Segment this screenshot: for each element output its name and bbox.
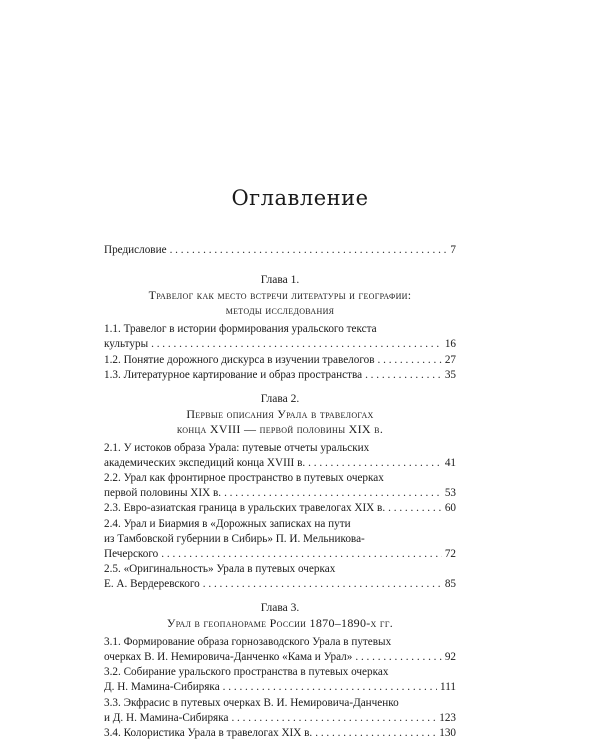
entry-title-line: 2.2. Урал как фронтирное пространство в путевых очерках <box>104 472 384 485</box>
entry-title-text: Е. А. Вердеревского <box>104 577 200 590</box>
dot-leader <box>355 650 441 665</box>
chapter-number: Глава 1. <box>260 274 300 287</box>
toc-entry <box>104 368 456 383</box>
entry-title-text: Д. Н. Мамина-Сибиряка <box>104 681 220 694</box>
chapter-heading <box>104 273 456 318</box>
toc-entry <box>104 665 456 695</box>
toc-entry <box>104 501 456 516</box>
entry-title-text: 1.3. Литературное картирование и образ пространства <box>104 368 363 381</box>
page-number: 111 <box>440 681 456 694</box>
entry-last-line <box>104 547 456 562</box>
entry-title-text: 3.4. Колористика Урала в травелогах XIX в. <box>104 726 313 739</box>
dot-leader <box>231 711 436 726</box>
entry-title-text: 1.2. Понятие дорожного дискурса в изучении травелогов <box>104 353 375 366</box>
page-number: 27 <box>444 353 456 366</box>
chapter-title: конца XVIII — первой половины XIX в. <box>176 421 384 436</box>
table-of-contents <box>104 243 456 741</box>
page-number: 7 <box>450 244 456 256</box>
entry-last-line <box>104 243 456 258</box>
chapter-heading <box>104 392 456 437</box>
toc-entry <box>104 471 456 501</box>
chapter-title: методы исследования <box>225 303 335 318</box>
page-number: 130 <box>439 726 456 739</box>
dot-leader <box>151 337 442 352</box>
entry-title-line: 3.2. Собирание уральского пространства в путевых очерках <box>104 666 389 679</box>
entry-title-line: 2.1. У истоков образа Урала: путевые отчеты уральских <box>104 442 370 455</box>
page-number: 92 <box>444 651 456 664</box>
toc-entry-preface <box>104 243 456 258</box>
chapter-title: Урал в геопанораме России 1870–1890-х гг. <box>166 616 394 631</box>
dot-leader <box>365 368 442 383</box>
spacer <box>104 258 456 264</box>
entry-last-line <box>104 353 456 368</box>
dot-leader <box>378 353 442 368</box>
entry-last-line <box>104 337 456 352</box>
entry-last-line <box>104 577 456 592</box>
entry-title-line: 2.5. «Оригинальность» Урала в путевых очерках <box>104 562 336 575</box>
dot-leader <box>203 577 442 592</box>
entry-title-line: из Тамбовской губернии в Сибирь» П. И. Мельникова- <box>104 532 365 545</box>
page-number: 72 <box>444 547 456 560</box>
toc-entry <box>104 562 456 592</box>
entry-title-line: 1.1. Травелог в истории формирования уральского текста <box>104 323 377 336</box>
dot-leader <box>223 680 437 695</box>
toc-entry <box>104 517 456 562</box>
entry-title-text: первой половины XIX в. <box>104 487 222 500</box>
chapter-title: Травелог как место встречи литературы и географии: <box>148 288 412 303</box>
chapter-number: Глава 2. <box>260 392 300 405</box>
page-number: 53 <box>444 487 456 500</box>
entry-last-line <box>104 456 456 471</box>
dot-leader <box>388 501 442 516</box>
entry-last-line <box>104 680 456 695</box>
entry-last-line <box>104 501 456 516</box>
page-title: Оглавление <box>231 186 369 211</box>
toc-entry <box>104 726 456 741</box>
page-number: 41 <box>444 457 456 470</box>
dot-leader <box>308 456 442 471</box>
entry-title-line: 3.1. Формирование образа горнозаводского Урала в путевых <box>104 636 392 649</box>
page-number: 35 <box>444 368 456 381</box>
page-number: 16 <box>444 338 456 351</box>
dot-leader <box>315 726 436 741</box>
entry-title-text: очерках В. И. Немировича-Данченко «Кама и Урал» <box>104 651 353 664</box>
chapter-number: Глава 3. <box>260 601 300 614</box>
chapter-heading <box>104 601 456 631</box>
page-number: 85 <box>444 577 456 590</box>
entry-last-line <box>104 711 456 726</box>
toc-entry <box>104 441 456 471</box>
entry-title-line: 2.4. Урал и Биармия в «Дорожных записках на пути <box>104 517 351 530</box>
entry-title-line: 3.3. Экфрасис в путевых очерках В. И. Немировича-Данченко <box>104 696 399 709</box>
entry-title-text: Предисловие <box>104 244 167 256</box>
entry-last-line <box>104 726 456 741</box>
page-number: 123 <box>439 711 456 724</box>
dot-leader <box>170 243 448 258</box>
toc-entry <box>104 635 456 665</box>
entry-title-text: и Д. Н. Мамина-Сибиряка <box>104 711 229 724</box>
entry-last-line <box>104 486 456 501</box>
toc-entry <box>104 696 456 726</box>
page-number: 60 <box>444 502 456 515</box>
entry-title-text: академических экспедиций конца XVIII в. <box>104 457 306 470</box>
entry-title-text: 2.3. Евро-азиатская граница в уральских травелогах XIX в. <box>104 502 386 515</box>
dot-leader <box>224 486 442 501</box>
chapter-title: Первые описания Урала в травелогах <box>186 406 374 421</box>
entry-last-line <box>104 368 456 383</box>
entry-title-text: Печерского <box>104 547 159 560</box>
dot-leader <box>161 547 442 562</box>
toc-entry <box>104 353 456 368</box>
toc-entry <box>104 322 456 352</box>
entry-last-line <box>104 650 456 665</box>
entry-title-text: культуры <box>104 338 149 351</box>
